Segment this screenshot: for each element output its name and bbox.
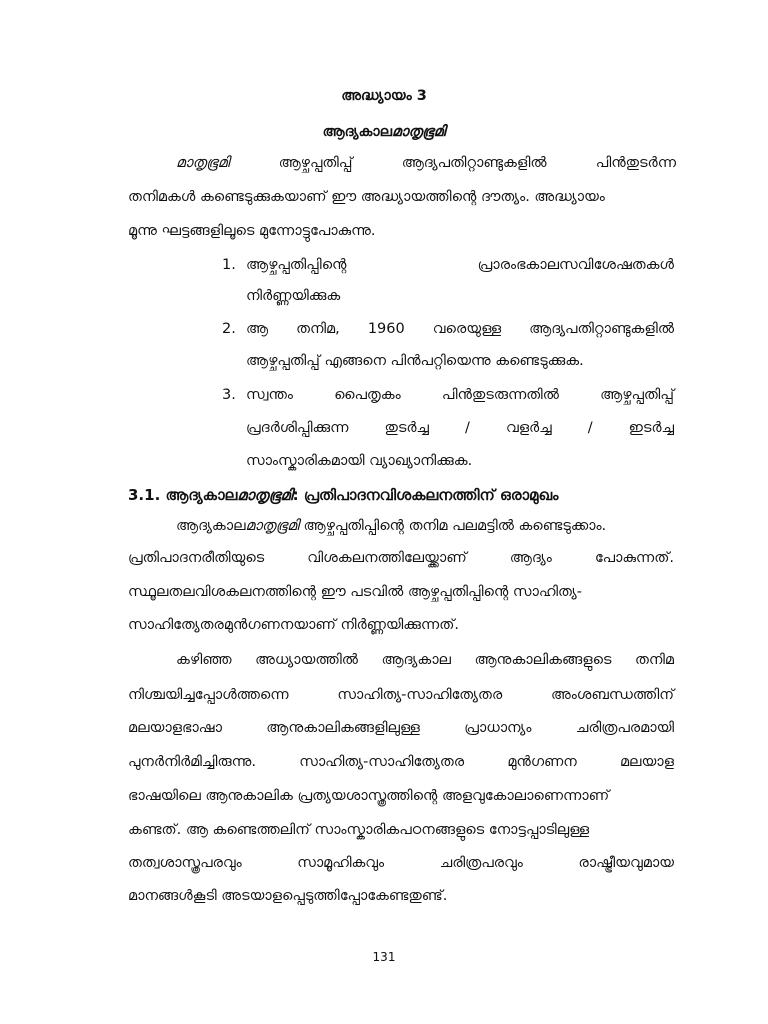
- paragraph-line: ആദ്യകാലമാതൃഭൂമി ആഴ്ചപ്പതിപ്പിന്റെ തനിമ പലമട്ടിൽ കണ്ടെടുക്കാം.: [176, 518, 607, 534]
- objective-number: 1.: [222, 257, 236, 273]
- intro-line-2: തനിമകൾ കണ്ടെടുക്കുകയാണ് ഈ അദ്ധ്യായത്തിന്റെ ദൗത്യം. അദ്ധ്യായം: [128, 189, 605, 205]
- paragraph-line: കണ്ടത്. ആ കണ്ടെത്തലിന് സാംസ്കാരികപഠനങ്ങളുടെ നോട്ടപ്പാടിലുള്ള: [128, 822, 590, 838]
- paragraph-line: കഴിഞ്ഞ അധ്യായത്തിൽ ആദ്യകാല ആനുകാലികങ്ങളുടെ തനിമ: [176, 652, 674, 668]
- chapter-title: ആദ്യകാലമാതൃഭൂമി: [322, 124, 446, 140]
- objective-number: 3.: [222, 387, 236, 403]
- paragraph-line: സ്ഥൂലതലവിശകലനത്തിന്റെ ഈ പടവിൽ ആഴ്ചപ്പതിപ്പിന്റെ സാഹിത്യ-: [128, 584, 582, 600]
- page-number: 131: [372, 950, 396, 964]
- chapter-heading: അദ്ധ്യായം 3: [341, 88, 427, 104]
- objective-line: പ്രദർശിപ്പിക്കുന്ന തുടർച്ച / വളർച്ച / ഇടർച്ച: [246, 420, 674, 436]
- intro-line-3: മൂന്നു ഘട്ടങ്ങളിലൂടെ മുന്നോട്ടുപോകുന്നു.: [128, 223, 376, 239]
- paragraph-line: സാഹിത്യേതരമുൻഗണനയാണ് നിർണ്ണയിക്കുന്നത്.: [128, 617, 459, 633]
- objective-line: സ്വന്തം പൈതൃകം പിൻതുടരുന്നതിൽ ആഴ്ചപ്പതിപ്പ്: [246, 387, 674, 403]
- intro-line-1: മാതൃഭൂമി ആഴ്ചപ്പതിപ്പ് ആദ്യപതിറ്റാണ്ടുകളിൽ പിൻതുടർന്ന: [176, 155, 676, 171]
- section-heading: 3.1. ആദ്യകാലമാതൃഭൂമി: പ്രതിപാദനവിശകലനത്തിന് ഒരാമുഖം: [128, 486, 559, 504]
- objective-line: ആഴ്ചപ്പതിപ്പിന്റെ പ്രാരംഭകാലസവിശേഷതകൾ: [246, 257, 674, 273]
- objective-number: 2.: [222, 321, 236, 337]
- paragraph-line: ഭാഷയിലെ ആനുകാലിക പ്രത്യയശാസ്ത്രത്തിന്റെ അളവുകോലാണെന്നാണ്: [128, 788, 610, 804]
- paragraph-line: പുനർനിർമിച്ചിരുന്നു. സാഹിത്യ-സാഹിത്യേതര മുൻഗണന മലയാള: [128, 754, 674, 770]
- objective-line: ആ തനിമ, 1960 വരെയുള്ള ആദ്യപതിറ്റാണ്ടുകളിൽ: [246, 321, 674, 337]
- paragraph-line: തത്വശാസ്ത്രപരവും സാമൂഹികവും ചരിത്രപരവും രാഷ്ട്രീയവുമായ: [128, 855, 674, 871]
- paragraph-line: നിശ്ചയിച്ചപ്പോൾത്തന്നെ സാഹിത്യ-സാഹിത്യേതര അംശബന്ധത്തിന്: [128, 687, 674, 703]
- objective-line: സാംസ്കാരികമായി വ്യാഖ്യാനിക്കുക.: [246, 453, 473, 469]
- paragraph-line: പ്രതിപാദനരീതിയുടെ വിശകലനത്തിലേയ്ക്കാണ് ആദ്യം പോകുന്നത്.: [128, 550, 674, 566]
- objective-line: ആഴ്ചപ്പതിപ്പ് എങ്ങനെ പിൻപറ്റിയെന്നു കണ്ടെടുക്കുക.: [246, 353, 584, 369]
- paragraph-line: മാനങ്ങൾകൂടി അടയാളപ്പെടുത്തിപ്പോകേണ്ടതുണ്ട്.: [128, 888, 448, 904]
- objective-line: നിർണ്ണയിക്കുക: [246, 288, 341, 304]
- paragraph-line: മലയാളഭാഷാ ആനുകാലികങ്ങളിലുള്ള പ്രാധാന്യം ചരിത്രപരമായി: [128, 720, 674, 736]
